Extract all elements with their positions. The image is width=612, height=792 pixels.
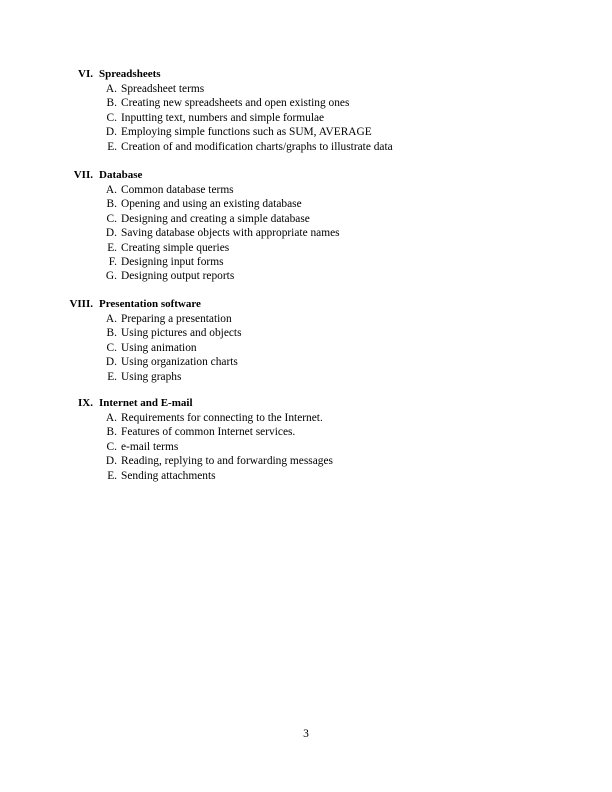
- item-text: Designing output reports: [121, 270, 235, 283]
- item-letter: B.: [106, 327, 117, 340]
- item-text: Saving database objects with appropriate names: [121, 227, 340, 240]
- section-database: [60, 168, 580, 284]
- item-text: Sending attachments: [121, 469, 216, 482]
- list-item: [60, 212, 580, 226]
- item-text: Reading, replying to and forwarding messages: [121, 455, 333, 468]
- item-text: Employing simple functions such as SUM, AVERAGE: [121, 126, 372, 139]
- list-item: [60, 125, 580, 139]
- section-title: Internet and E-mail: [99, 397, 193, 409]
- item-letter: A.: [105, 313, 117, 325]
- list-item: [60, 355, 580, 369]
- item-text: Using organization charts: [121, 356, 238, 369]
- list-item: [60, 82, 580, 96]
- item-letter: A.: [105, 412, 117, 424]
- item-text: e-mail terms: [121, 440, 179, 453]
- list-item: [60, 454, 580, 468]
- item-text: Creating simple queries: [121, 241, 230, 254]
- section-heading: [60, 67, 580, 82]
- item-letter: D.: [105, 455, 117, 468]
- section-title: Database: [99, 169, 143, 181]
- item-letter: E.: [107, 370, 117, 383]
- item-letter: A.: [105, 184, 117, 196]
- section-spreadsheets: [60, 67, 580, 154]
- item-letter: D.: [105, 356, 117, 369]
- item-text: Features of common Internet services.: [121, 426, 296, 439]
- item-letter: C.: [106, 212, 117, 225]
- section-internet-and-email: [60, 396, 580, 483]
- list-item: [60, 370, 580, 384]
- list-item: [60, 326, 580, 340]
- list-item: [60, 425, 580, 439]
- item-text: Preparing a presentation: [121, 313, 232, 325]
- section-numeral: IX.: [78, 397, 93, 409]
- list-item: [60, 269, 580, 283]
- list-item: [60, 241, 580, 255]
- list-item: [60, 312, 580, 326]
- list-item: [60, 96, 580, 110]
- item-letter: C.: [106, 341, 117, 354]
- item-text: Inputting text, numbers and simple formulae: [121, 111, 325, 124]
- section-heading: [60, 297, 580, 312]
- item-letter: A.: [105, 83, 117, 95]
- list-item: [60, 183, 580, 197]
- list-item: [60, 469, 580, 483]
- section-numeral: VI.: [78, 68, 93, 80]
- section-item-list: [60, 82, 580, 154]
- item-letter: C.: [106, 111, 117, 124]
- item-letter: B.: [106, 198, 117, 211]
- section-title: Presentation software: [99, 298, 201, 310]
- section-presentation-software: [60, 297, 580, 384]
- section-title: Spreadsheets: [99, 68, 161, 80]
- item-letter: D.: [105, 227, 117, 240]
- item-letter: B.: [106, 97, 117, 110]
- item-text: Using graphs: [121, 370, 182, 383]
- list-item: [60, 440, 580, 454]
- section-numeral: VII.: [73, 169, 93, 181]
- item-text: Opening and using an existing database: [121, 198, 302, 211]
- section-heading: [60, 396, 580, 411]
- item-text: Designing input forms: [121, 255, 224, 268]
- list-item: [60, 197, 580, 211]
- section-numeral: VIII.: [69, 298, 93, 310]
- item-letter: C.: [106, 440, 117, 453]
- item-text: Using pictures and objects: [121, 327, 242, 340]
- item-letter: F.: [108, 255, 117, 268]
- list-item: [60, 140, 580, 154]
- list-item: [60, 226, 580, 240]
- section-item-list: [60, 312, 580, 384]
- list-item: [60, 111, 580, 125]
- item-letter: E.: [107, 241, 117, 254]
- item-text: Creating new spreadsheets and open existing ones: [121, 97, 350, 110]
- item-text: Common database terms: [121, 184, 234, 196]
- item-text: Creation of and modification charts/graphs to illustrate data: [121, 140, 393, 153]
- item-text: Requirements for connecting to the Internet.: [121, 412, 323, 424]
- list-item: [60, 411, 580, 425]
- item-text: Using animation: [121, 341, 197, 354]
- item-letter: D.: [105, 126, 117, 139]
- list-item: [60, 341, 580, 355]
- item-letter: E.: [107, 140, 117, 153]
- item-letter: B.: [106, 426, 117, 439]
- list-item: [60, 255, 580, 269]
- item-letter: G.: [105, 270, 117, 283]
- item-text: Spreadsheet terms: [121, 83, 205, 95]
- page-number: 3: [303, 728, 309, 740]
- section-item-list: [60, 183, 580, 284]
- item-text: Designing and creating a simple database: [121, 212, 310, 225]
- section-item-list: [60, 411, 580, 483]
- item-letter: E.: [107, 469, 117, 482]
- section-heading: [60, 168, 580, 183]
